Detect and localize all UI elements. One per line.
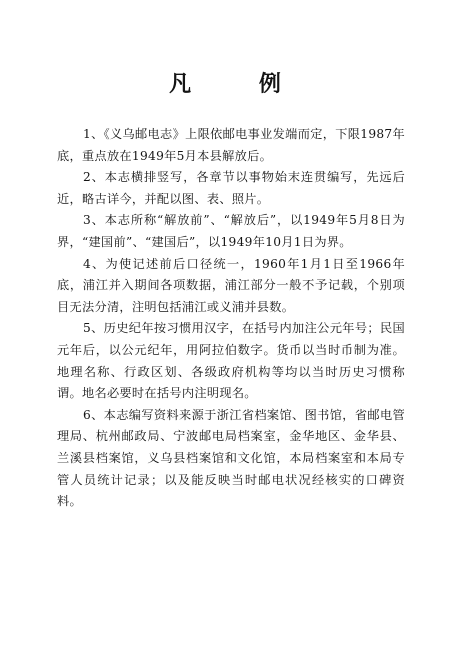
paragraph-6: 6、本志编写资料来源于浙江省档案馆、图书馆，省邮电管理局、杭州邮政局、宁波邮电局档案室，金华地区、金华县、兰溪县档案馆，义乌县档案馆和文化馆，本局档案室和本局专管人员统计记录；以及能反映当时邮电状况经核实的口碑资料。 (57, 407, 405, 509)
paragraph-3: 3、本志所称“解放前”、“解放后”，以1949年5月8日为界，“建国前”、“建国后”，以1949年10月1日为界。 (57, 213, 405, 249)
paragraph-5: 5、历史纪年按习惯用汉字，在括号内加注公元年号；民国元年后，以公元纪年，用阿拉伯数字。货币以当时币制为准。地理名称、行政区划、各级政府机构等均以当时历史习惯称谓。地名必要时在括号内注明现名。 (57, 321, 405, 401)
paragraph-1: 1、《义乌邮电志》上限依邮电事业发端而定，下限1987年底，重点放在1949年5月本县解放后。 (57, 127, 405, 163)
document-body (57, 124, 405, 513)
paragraph-4: 4、为使记述前后口径统一，1960年1月1日至1966年底，浦江并入期间各项数据，浦江部分一般不予记载，个别项目无法分清，注明包括浦江或义浦并县数。 (57, 256, 405, 314)
paragraph-2: 2、本志横排竖写，各章节以事物始末连贯编写，先远后近，略古详今，并配以图、表、照片。 (57, 170, 405, 206)
page-title: 凡 例 (169, 72, 311, 97)
